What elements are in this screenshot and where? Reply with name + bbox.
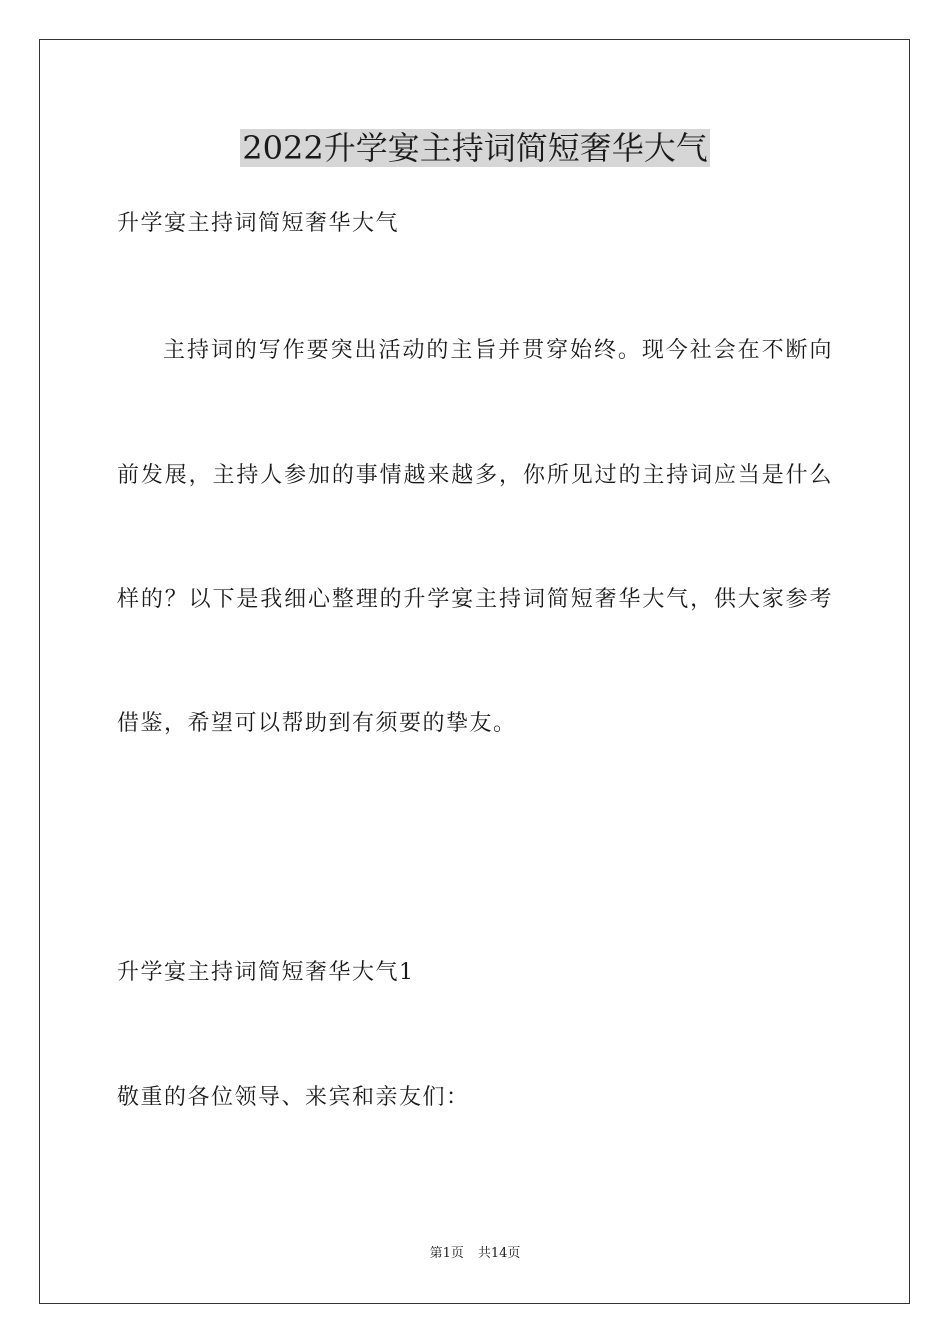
- section-heading: 升学宴主持词简短奢华大气1: [117, 960, 415, 985]
- paragraph-line-1: 主持词的写作要突出活动的主旨并贯穿始终。现今社会在不断向: [163, 338, 833, 363]
- salutation: 敬重的各位领导、来宾和亲友们：: [117, 1085, 470, 1110]
- document-title-text: 2022升学宴主持词简短奢华大气: [242, 129, 708, 167]
- page-number: 第1页: [429, 1246, 464, 1261]
- document-subtitle: 升学宴主持词简短奢华大气: [117, 211, 400, 236]
- paragraph-line-2: 前发展，主持人参加的事情越来越多，你所见过的主持词应当是什么: [117, 463, 833, 488]
- paragraph-line-4: 借鉴，希望可以帮助到有须要的挚友。: [117, 711, 517, 736]
- document-title: [0, 126, 950, 170]
- paragraph-line-3: 样的？以下是我细心整理的升学宴主持词简短奢华大气，供大家参考: [117, 587, 833, 612]
- page-footer: [0, 1245, 950, 1263]
- page-total: 共14页: [477, 1246, 521, 1261]
